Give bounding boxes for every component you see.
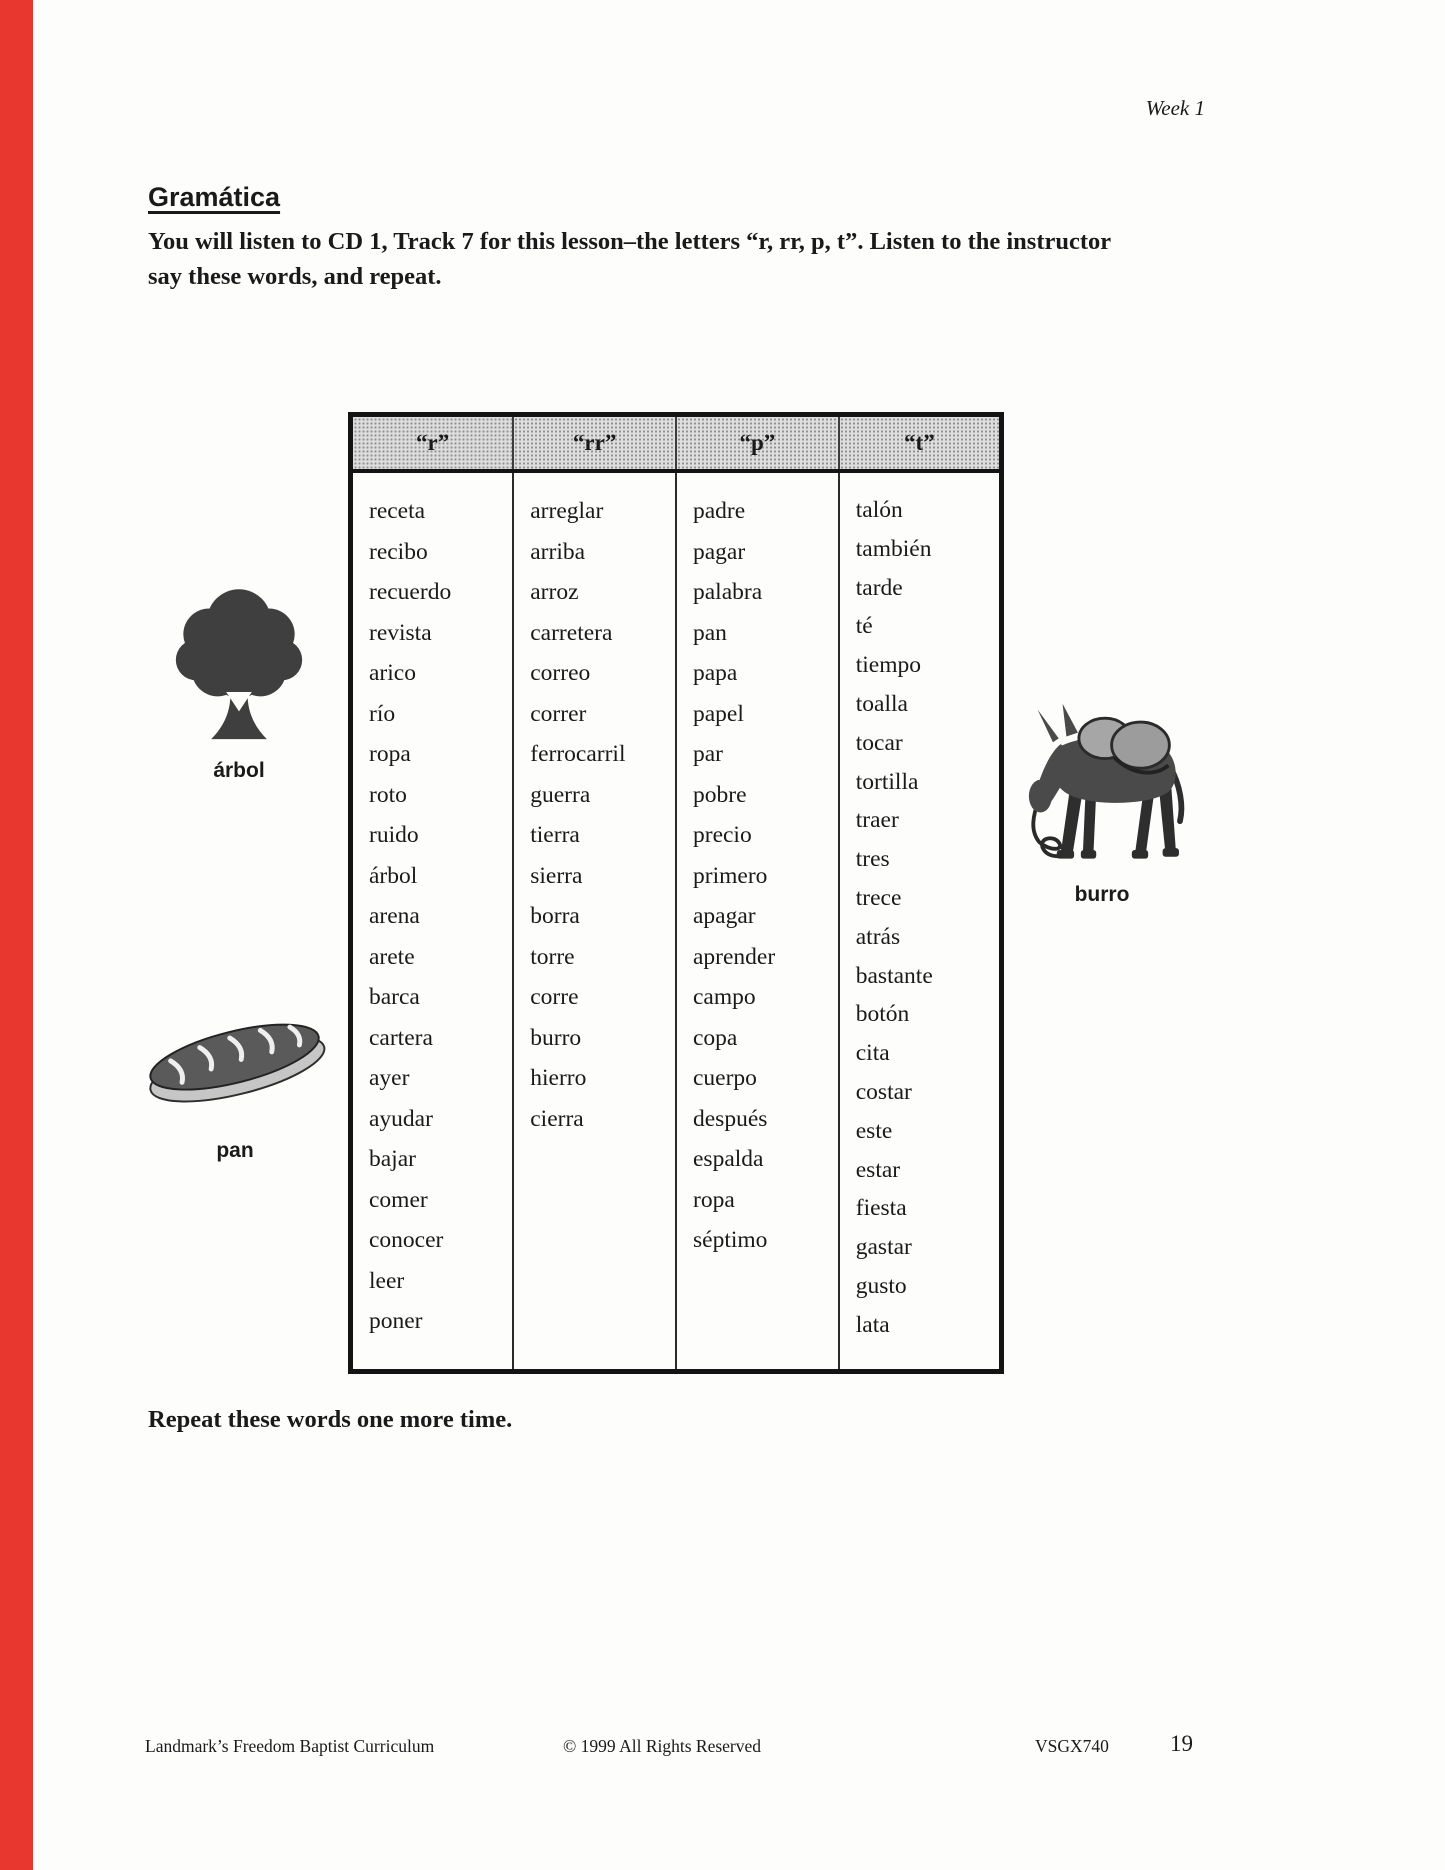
word-item: ayudar <box>369 1105 433 1132</box>
word-item: tocar <box>855 729 903 756</box>
word-item: recuerdo <box>369 579 452 605</box>
word-item: talón <box>855 497 903 523</box>
word-item: tres <box>855 846 890 873</box>
word-item: arroz <box>530 579 579 605</box>
scan-edge-stripe <box>0 0 33 1870</box>
word-item: árbol <box>369 862 418 889</box>
word-item: guerra <box>530 781 591 808</box>
page-number: 19 <box>1170 1731 1193 1756</box>
table-body-row <box>351 471 1002 1371</box>
word-item: barca <box>369 984 420 1010</box>
word-item: hierro <box>530 1065 587 1091</box>
donkey-figure <box>998 698 1206 907</box>
word-item: gastar <box>855 1234 912 1261</box>
column-header-p: “p” <box>676 415 839 472</box>
word-item: tortilla <box>855 768 919 795</box>
column-header-rr: “rr” <box>513 415 676 472</box>
word-item: cuerpo <box>693 1065 757 1091</box>
word-item: traer <box>855 807 899 834</box>
word-item: gusto <box>855 1272 907 1299</box>
word-item: té <box>855 613 873 640</box>
word-item: espalda <box>693 1146 764 1172</box>
word-item: pan <box>693 619 727 646</box>
donkey-caption: burro <box>1074 883 1130 906</box>
word-item: arico <box>369 660 416 686</box>
word-table <box>348 412 1004 1374</box>
footer-publisher: Landmark’s Freedom Baptist Curriculum <box>145 1736 435 1756</box>
word-item: cartera <box>369 1024 433 1051</box>
page-footer <box>0 1728 1445 1768</box>
word-list-p <box>676 471 839 1371</box>
word-item: revista <box>369 619 432 646</box>
donkey-icon <box>998 698 1206 876</box>
word-item: séptimo <box>693 1227 768 1253</box>
page-title: Gramática <box>148 182 281 212</box>
word-list-rr <box>513 471 676 1371</box>
repeat-instruction: Repeat these words one more time. <box>148 1406 513 1433</box>
word-item: corre <box>530 984 579 1010</box>
word-item: estar <box>855 1156 901 1183</box>
word-list-t <box>839 471 1002 1371</box>
word-item: papa <box>693 660 738 686</box>
word-item: ropa <box>693 1186 735 1213</box>
tree-caption: árbol <box>213 759 265 782</box>
column-header-t: “t” <box>839 415 1002 472</box>
word-item: arena <box>369 903 420 929</box>
bread-caption: pan <box>216 1139 254 1162</box>
bread-icon <box>136 1000 334 1118</box>
word-item: arreglar <box>530 498 604 524</box>
word-item: comer <box>369 1186 428 1213</box>
word-item: costar <box>855 1078 912 1105</box>
intro-text: You will listen to CD 1, Track 7 for this lesson–the letters “r, rr, p, t”. Listen to the instructor say these words, and repeat. <box>148 228 1111 290</box>
word-item: atrás <box>855 923 901 950</box>
word-item: copa <box>693 1024 738 1051</box>
word-item: correo <box>530 660 591 686</box>
word-item: cierra <box>530 1105 584 1132</box>
word-item: precio <box>693 822 752 848</box>
word-item: bajar <box>369 1146 416 1172</box>
word-item: ayer <box>369 1065 410 1091</box>
word-item: papel <box>693 700 744 727</box>
word-item: leer <box>369 1267 405 1294</box>
word-item: correr <box>530 700 587 727</box>
word-item: botón <box>855 1001 910 1028</box>
word-item: fiesta <box>855 1195 907 1222</box>
word-item: conocer <box>369 1227 444 1253</box>
week-label: Week 1 <box>1145 96 1205 120</box>
word-item: pobre <box>693 781 747 808</box>
word-item: ferrocarril <box>530 741 626 767</box>
word-item: tierra <box>530 822 580 848</box>
word-item: apagar <box>693 903 756 929</box>
column-header-r: “r” <box>351 415 514 472</box>
word-item: tarde <box>855 574 903 601</box>
word-item: ropa <box>369 741 411 767</box>
word-item: padre <box>693 498 746 524</box>
word-item: arete <box>369 943 415 970</box>
word-item: campo <box>693 984 756 1010</box>
footer-copyright: © 1999 All Rights Reserved <box>563 1736 762 1756</box>
word-item: borra <box>530 903 580 929</box>
table-header-row <box>351 415 1002 472</box>
word-item: poner <box>369 1308 423 1334</box>
word-item: toalla <box>855 690 908 717</box>
tree-figure <box>150 570 328 783</box>
word-item: arriba <box>530 538 586 565</box>
word-item: también <box>855 535 932 562</box>
word-item: carretera <box>530 619 613 646</box>
word-item: tiempo <box>855 652 922 679</box>
word-item: bastante <box>855 962 933 989</box>
word-item: receta <box>369 498 426 524</box>
word-item: roto <box>369 781 407 808</box>
word-item: trece <box>855 884 902 911</box>
tree-icon <box>150 570 328 752</box>
word-item: sierra <box>530 862 583 889</box>
word-item: río <box>369 700 396 727</box>
word-item: palabra <box>693 579 763 605</box>
bread-figure <box>136 1000 334 1163</box>
word-item: este <box>855 1117 893 1144</box>
word-item: cita <box>855 1040 890 1067</box>
word-item: recibo <box>369 538 428 565</box>
word-item: lata <box>855 1311 890 1338</box>
word-item: primero <box>693 862 768 889</box>
footer-product-code: VSGX740 <box>1035 1736 1109 1756</box>
word-item: después <box>693 1105 768 1132</box>
word-item: burro <box>530 1024 582 1051</box>
word-item: pagar <box>693 538 746 565</box>
word-item: aprender <box>693 943 776 970</box>
word-item: par <box>693 741 724 767</box>
word-item: torre <box>530 943 575 970</box>
word-list-r <box>351 471 514 1371</box>
word-item: ruido <box>369 822 419 848</box>
